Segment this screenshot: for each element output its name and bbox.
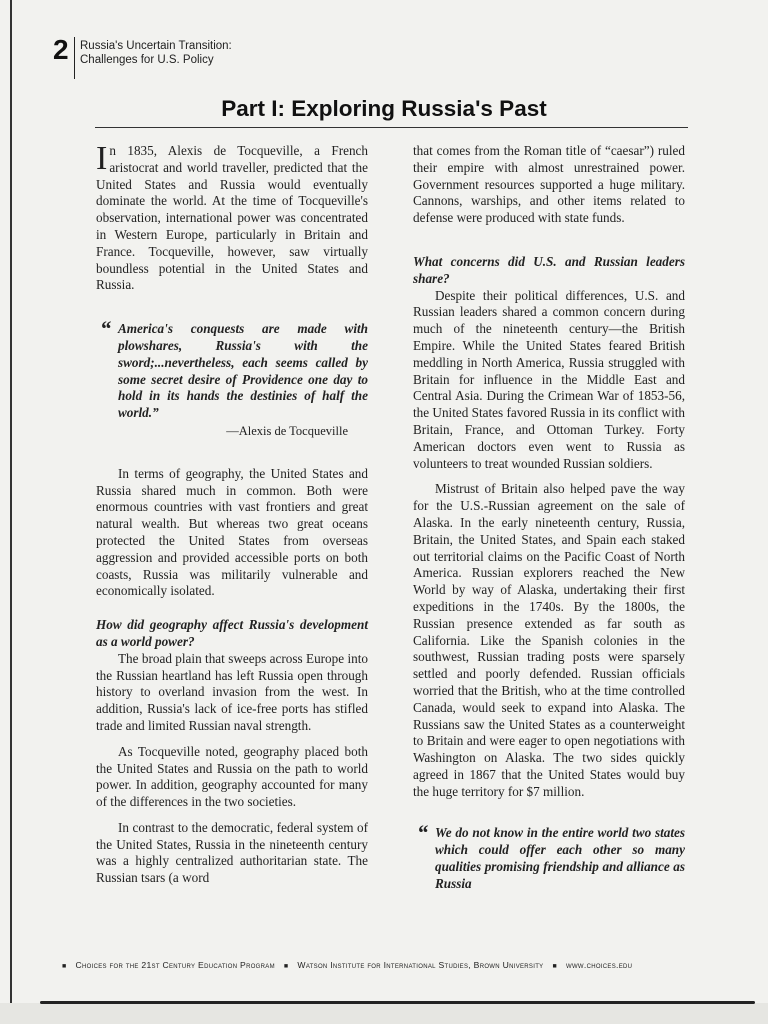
footer-program: Choices for the 21st Century Education Program — [75, 960, 275, 970]
path-paragraph: As Tocqueville noted, geography placed both the United States and Russia on the path to world power. In addition, geography accounted for many of the differences in the two societies. — [96, 743, 368, 810]
alaska-paragraph: Mistrust of Britain also helped pave the way for the U.S.-Russian agreement on the sale of Alaska. In the early nineteenth century, Russia, Britain, the United States, and Spain each staked out territorial claims on the Pacific Coast of North America. Russian explorers reached the New World by way of Alaska, undertaking their first expeditions in the 1740s. By the 1800s, the Russian presence extended as far south as California. Like the Spanish colonies in the southwest, Russian trading posts were sparsely settled and poorly defended. Russian officials worried that the British, who at the time controlled Canada, would seek to expand into Alaska. The Russians saw the United States as a counterweight to Britain and were eager to open negotiations with Washington on Alaska. The two sides quickly agreed in 1867 that the United States would buy the huge territory for $7 million. — [413, 481, 685, 799]
scan-bottom-edge — [40, 1001, 755, 1004]
footer-bullet: ■ — [552, 963, 557, 970]
pull-quote-tocqueville — [100, 316, 368, 440]
intro-text: n 1835, Alexis de Tocqueville, a French aristocrat and world traveller, predicted that the United States and Russia would eventually dominate the world. At the time of Tocqueville's observation, international power was concentrated in Western Europe, particularly in Britain and France. Tocqueville, however, saw virtually boundless potential in the United States and Russia. — [96, 143, 368, 293]
running-header — [80, 39, 232, 67]
pull-quote-text: We do not know in the entire world two states which could offer each other so many qualities promising friendship and alliance as Russia — [435, 825, 685, 891]
tsars-paragraph: that comes from the Roman title of “caesar”) ruled their empire with almost unrestrained power. Government resources supported a huge military. Cannons, warships, and other items related to defense were produced with state funds. — [413, 143, 685, 226]
scan-bottom-band — [0, 1003, 768, 1024]
page-title: Part I: Exploring Russia's Past — [221, 96, 547, 121]
subhead-geography: How did geography affect Russia's development as a world power? — [96, 617, 368, 649]
footer-bullet: ■ — [283, 963, 289, 970]
subhead-concerns: What concerns did U.S. and Russian leaders share? — [413, 253, 685, 286]
quote-mark: “ — [100, 316, 111, 342]
pull-quote-text: America's conquests are made with plowshares, Russia's with the sword;...nevertheless, each seems called by some secret desire of Providence one day to hold in its hands the destinies of half the world.” — [118, 321, 368, 421]
plain-paragraph: The broad plain that sweeps across Europe into the Russian heartland has left Russia open through history to overland invasion from the west. In addition, Russia's lack of ice-free ports has stifled trade and limited Russian naval strength. — [96, 650, 368, 733]
header-divider — [74, 37, 75, 79]
running-header-line2: Challenges for U.S. Policy — [80, 54, 214, 66]
geography-paragraph: In terms of geography, the United States and Russia shared much in common. Both were enormous countries with vast frontiers and great natural wealth. But whereas two great oceans protected the United States from overseas aggression and provided accessible ports on both coasts, Russia was militarily vulnerable and economically isolated. — [96, 465, 368, 599]
right-column — [413, 143, 685, 893]
page-footer — [62, 960, 712, 970]
page-number: 2 — [53, 34, 69, 65]
footer-institute: Watson Institute for International Studies, Brown University — [297, 960, 544, 970]
running-header-line1: Russia's Uncertain Transition: — [80, 40, 232, 52]
drop-cap: I — [96, 140, 108, 177]
pull-quote-friendship — [417, 820, 685, 892]
quote-mark: “ — [417, 820, 428, 846]
contrast-paragraph: In contrast to the democratic, federal system of the United States, Russia in the nineteenth century was a highly centralized authoritarian state. The Russian tsars (a word — [96, 819, 368, 886]
footer-bullet: ■ — [62, 963, 67, 970]
concerns-paragraph: Despite their political differences, U.S. and Russian leaders shared a common concern during much of the nineteenth century—the British Empire. While the United States feared British meddling in North America, Russia struggled with Britain for influence in the Middle East and Central Asia. During the Crimean War of 1853-56, the United States favored Russia in its conflict with Britain, France, and Ottoman Turkey. Forty American doctors even went to Russia as volunteers to treat wounded Russian soldiers. — [413, 287, 685, 471]
page-left-edge — [10, 0, 12, 1010]
quote-attribution: —Alexis de Tocqueville — [226, 423, 348, 438]
intro-paragraph — [96, 140, 368, 294]
left-column — [96, 140, 368, 887]
title-rule — [95, 127, 688, 128]
footer-url: www.choices.edu — [566, 960, 633, 970]
